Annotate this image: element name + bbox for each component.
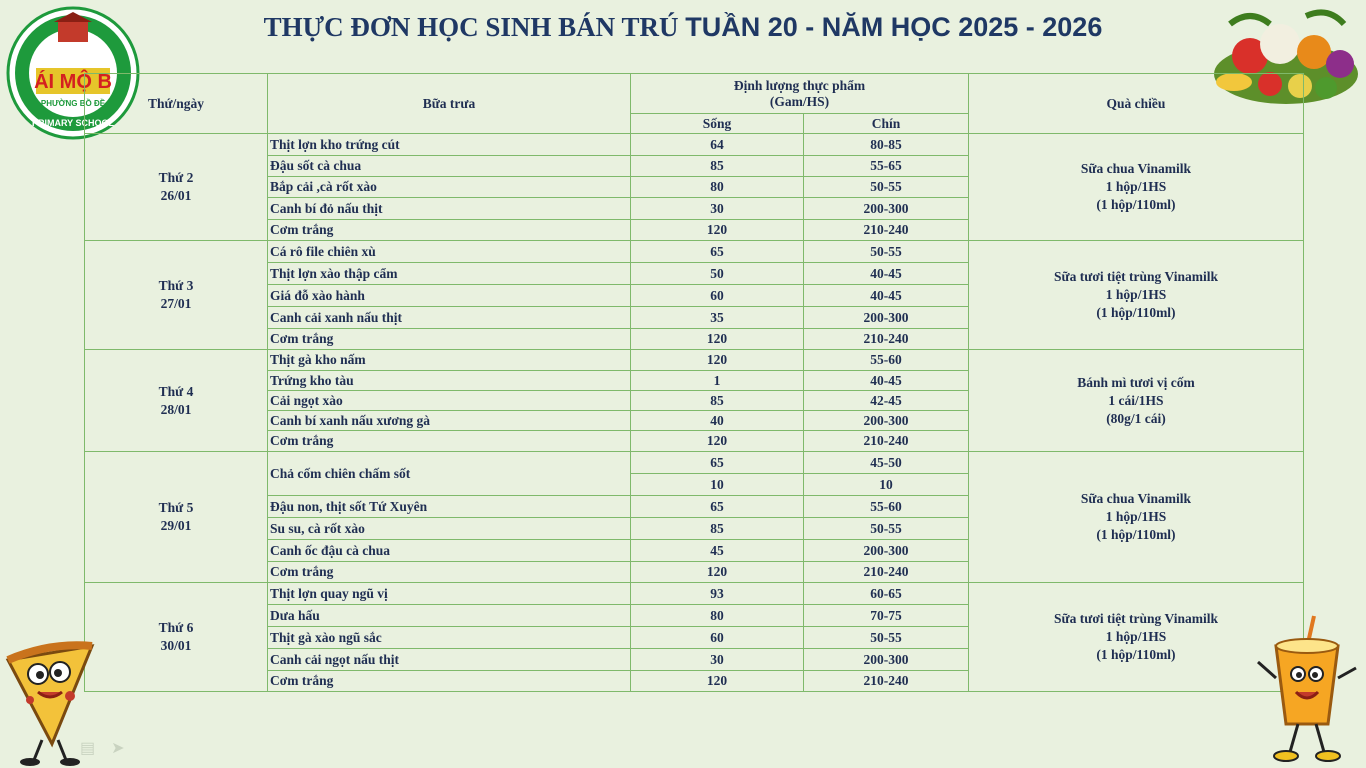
day-date: 27/01 [160, 296, 192, 311]
raw-quantity: 10 [631, 474, 804, 496]
dish-name: Canh ốc đậu cà chua [268, 540, 631, 562]
snack-line: (1 hộp/110ml) [1096, 527, 1176, 542]
dish-name: Bắp cải ,cà rốt xào [268, 177, 631, 198]
dish-name: Canh bí xanh nấu xương gà [268, 411, 631, 431]
afternoon-snack-cell [969, 134, 1304, 241]
snack-line: Sữa chua Vinamilk [1080, 161, 1192, 176]
cooked-quantity: 45-50 [804, 452, 969, 474]
table-row [85, 241, 1304, 263]
raw-quantity: 80 [631, 177, 804, 198]
svg-text:PHƯỜNG BỒ ĐỀ: PHƯỜNG BỒ ĐỀ [40, 99, 106, 108]
table-row [85, 452, 1304, 474]
snack-line: (80g/1 cái) [1106, 410, 1166, 426]
raw-quantity: 120 [631, 350, 804, 371]
slide-next-icon[interactable]: ➤ [111, 740, 125, 757]
day-cell [85, 583, 268, 692]
snack-line: Sữa tươi tiệt trùng Vinamilk [1054, 611, 1218, 626]
raw-quantity: 85 [631, 391, 804, 411]
raw-quantity: 120 [631, 562, 804, 583]
header-lunch: Bữa trưa [268, 74, 631, 134]
afternoon-snack-cell [969, 350, 1304, 452]
cooked-quantity: 50-55 [804, 627, 969, 649]
raw-quantity: 1 [631, 371, 804, 391]
cooked-quantity: 40-45 [804, 263, 969, 285]
dish-name: Cơm trắng [268, 431, 631, 452]
raw-quantity: 120 [631, 329, 804, 350]
cooked-quantity: 55-60 [804, 496, 969, 518]
snack-line: 1 hộp/1HS [1105, 287, 1167, 302]
page-title [0, 12, 1366, 43]
cooked-quantity: 50-55 [804, 241, 969, 263]
header-day: Thứ/ngày [85, 74, 268, 134]
header-cooked: Chín [804, 114, 969, 134]
dish-name: Dưa hấu [268, 605, 631, 627]
day-date: 28/01 [160, 401, 192, 417]
cooked-quantity: 60-65 [804, 583, 969, 605]
cooked-quantity: 50-55 [804, 518, 969, 540]
raw-quantity: 30 [631, 198, 804, 220]
raw-quantity: 50 [631, 263, 804, 285]
day-label: Thứ 6 [158, 620, 194, 635]
cooked-quantity: 200-300 [804, 307, 969, 329]
dish-name: Đậu sốt cà chua [268, 156, 631, 177]
day-cell [85, 241, 268, 350]
dish-name: Su su, cà rốt xào [268, 518, 631, 540]
slide-nav [80, 738, 125, 758]
day-label: Thứ 5 [158, 500, 194, 515]
dish-name: Cơm trắng [268, 671, 631, 692]
day-label: Thứ 2 [158, 170, 194, 185]
header-quantity: Định lượng thực phẩm (Gam/HS) [631, 74, 969, 114]
day-date: 30/01 [160, 638, 192, 653]
dish-name: Thịt lợn quay ngũ vị [268, 583, 631, 605]
raw-quantity: 85 [631, 518, 804, 540]
cooked-quantity: 210-240 [804, 431, 969, 452]
juice-mascot-icon [1252, 612, 1362, 766]
cooked-quantity: 80-85 [804, 134, 969, 156]
snack-line: 1 hộp/1HS [1105, 629, 1167, 644]
header-raw: Sống [631, 114, 804, 134]
day-label: Thứ 3 [158, 278, 194, 293]
snack-line: 1 cái/1HS [1108, 392, 1164, 408]
cooked-quantity: 200-300 [804, 540, 969, 562]
cooked-quantity: 40-45 [804, 371, 969, 391]
cooked-quantity: 42-45 [804, 391, 969, 411]
snack-line: 1 hộp/1HS [1105, 509, 1167, 524]
cooked-quantity: 55-60 [804, 350, 969, 371]
day-cell [85, 134, 268, 241]
snack-line: Bánh mì tươi vị cốm [1077, 374, 1195, 390]
dish-name: Canh cải ngọt nấu thịt [268, 649, 631, 671]
raw-quantity: 65 [631, 452, 804, 474]
raw-quantity: 120 [631, 671, 804, 692]
snack-line: Sữa chua Vinamilk [1080, 491, 1192, 506]
snack-line: (1 hộp/110ml) [1096, 197, 1176, 212]
cooked-quantity: 55-65 [804, 156, 969, 177]
dish-name: Canh bí đỏ nấu thịt [268, 198, 631, 220]
raw-quantity: 120 [631, 220, 804, 241]
title-part2: TUẦN 20 - NĂM HỌC 2025 - 2026 [685, 12, 1103, 42]
cooked-quantity: 10 [804, 474, 969, 496]
raw-quantity: 65 [631, 241, 804, 263]
dish-name: Cơm trắng [268, 562, 631, 583]
table-row [85, 134, 1304, 156]
raw-quantity: 60 [631, 285, 804, 307]
svg-text:ÁI MỘ B: ÁI MỘ B [34, 71, 112, 93]
cooked-quantity: 210-240 [804, 671, 969, 692]
title-part1: THỰC ĐƠN HỌC SINH BÁN TRÚ [263, 12, 679, 42]
dish-name: Cải ngọt xào [268, 391, 631, 411]
raw-quantity: 93 [631, 583, 804, 605]
raw-quantity: 85 [631, 156, 804, 177]
raw-quantity: 30 [631, 649, 804, 671]
cooked-quantity: 70-75 [804, 605, 969, 627]
raw-quantity: 65 [631, 496, 804, 518]
dish-name: Thịt lợn xào thập cẩm [268, 263, 631, 285]
dish-name: Cơm trắng [268, 329, 631, 350]
slide-back-icon[interactable]: ▤ [80, 740, 96, 757]
dish-name: Thịt gà kho nấm [268, 350, 631, 371]
raw-quantity: 35 [631, 307, 804, 329]
raw-quantity: 40 [631, 411, 804, 431]
table-row [85, 350, 1304, 371]
snack-line: Sữa tươi tiệt trùng Vinamilk [1054, 269, 1218, 284]
day-date: 26/01 [160, 188, 192, 203]
snack-line: (1 hộp/110ml) [1096, 647, 1176, 662]
dish-name: Canh cải xanh nấu thịt [268, 307, 631, 329]
cooked-quantity: 40-45 [804, 285, 969, 307]
dish-name: Cá rô file chiên xù [268, 241, 631, 263]
dish-name: Giá đỗ xào hành [268, 285, 631, 307]
raw-quantity: 64 [631, 134, 804, 156]
raw-quantity: 60 [631, 627, 804, 649]
raw-quantity: 120 [631, 431, 804, 452]
day-cell [85, 350, 268, 452]
raw-quantity: 45 [631, 540, 804, 562]
dish-name: Trứng kho tàu [268, 371, 631, 391]
cooked-quantity: 200-300 [804, 411, 969, 431]
header-snack: Quà chiều [969, 74, 1304, 134]
cooked-quantity: 210-240 [804, 562, 969, 583]
day-cell [85, 452, 268, 583]
cooked-quantity: 210-240 [804, 220, 969, 241]
dish-name: Chả cốm chiên chấm sốt [268, 452, 631, 496]
cooked-quantity: 210-240 [804, 329, 969, 350]
raw-quantity: 80 [631, 605, 804, 627]
table-row [85, 583, 1304, 605]
cooked-quantity: 200-300 [804, 198, 969, 220]
day-date: 29/01 [160, 518, 192, 533]
dish-name: Thịt lợn kho trứng cút [268, 134, 631, 156]
svg-text:PRIMARY SCHOOL: PRIMARY SCHOOL [31, 118, 115, 128]
dish-name: Cơm trắng [268, 220, 631, 241]
day-label: Thứ 4 [158, 383, 194, 399]
cooked-quantity: 200-300 [804, 649, 969, 671]
snack-line: (1 hộp/110ml) [1096, 305, 1176, 320]
snack-line: 1 hộp/1HS [1105, 179, 1167, 194]
cooked-quantity: 50-55 [804, 177, 969, 198]
dish-name: Đậu non, thịt sốt Tứ Xuyên [268, 496, 631, 518]
dish-name: Thịt gà xào ngũ sắc [268, 627, 631, 649]
afternoon-snack-cell [969, 241, 1304, 350]
menu-table [84, 73, 1304, 692]
afternoon-snack-cell [969, 452, 1304, 583]
